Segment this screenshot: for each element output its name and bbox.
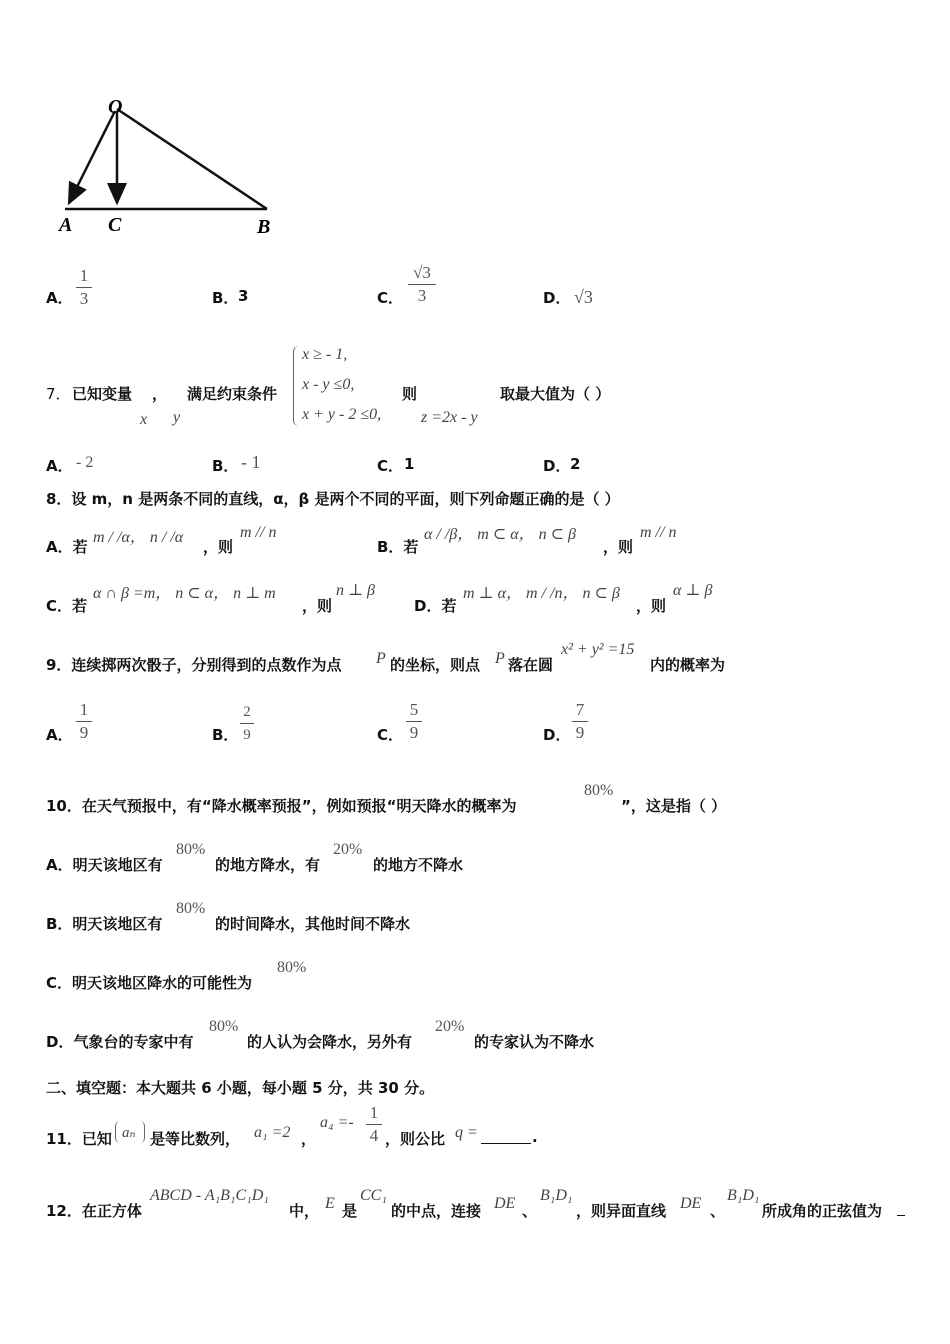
q6-option-d-value: √3: [574, 287, 593, 307]
q8-b-label: B．若: [377, 538, 419, 556]
q11-text-4: ，则公比: [385, 1130, 446, 1148]
q10-b-percent-1: 80%: [176, 900, 206, 917]
q11-fraction: 1 4: [366, 1103, 382, 1146]
label-a: A: [59, 214, 73, 236]
q10-c-percent-1: 80%: [277, 959, 307, 976]
q12-text-3: 是: [342, 1202, 358, 1220]
q11-text-2: 是等比数列，: [150, 1130, 241, 1148]
q11-text-5: .: [532, 1128, 538, 1146]
label-b: B: [257, 216, 271, 238]
q12-text-7: 、: [710, 1202, 726, 1220]
q10-percent: 80%: [584, 782, 614, 799]
q6-option-c-label: C．: [377, 289, 404, 307]
q8-c-then: ，则: [302, 597, 333, 615]
q8-d-result: α ⊥ β: [673, 582, 713, 599]
q8-stem: 8．设 m，n 是两条不同的直线，α，β 是两个不同的平面，则下列命题正确的是（ ）: [46, 490, 620, 508]
q9-option-c-fraction: 5 9: [406, 700, 422, 743]
q8-b-condition: α / /β， m ⊂ α， n ⊂ β: [424, 526, 576, 543]
q8-a-label: A．若: [46, 538, 88, 556]
q9-option-d-label: D．: [543, 726, 571, 744]
q12-b1d1: B₁D₁: [540, 1187, 573, 1204]
q7-var-y: y: [173, 409, 181, 426]
q6-option-a-label: A．: [46, 289, 73, 307]
q8-c-label: C．若: [46, 597, 88, 615]
q8-b-then: ，则: [603, 538, 634, 556]
q11-a4: a₄ =-: [320, 1114, 354, 1131]
q9-option-c-label: C．: [377, 726, 404, 744]
q11-answer-blank[interactable]: [481, 1126, 531, 1144]
q8-d-label: D．若: [414, 597, 457, 615]
q12-point-e: E: [325, 1195, 335, 1212]
q7-constraint-2: x - y ≤0,: [302, 376, 355, 393]
triangle-figure: [55, 95, 285, 240]
q10-a-text-2: 的地方降水，有: [215, 856, 321, 874]
q12-cube: ABCD - A₁B₁C₁D₁: [150, 1187, 269, 1204]
q12-de: DE: [494, 1195, 516, 1212]
q9-option-d-fraction: 7 9: [572, 700, 588, 743]
q10-d-text-2: 的人认为会降水，另外有: [247, 1033, 413, 1051]
q12-text-5: 、: [522, 1202, 538, 1220]
q12-text-4: 的中点，连接: [391, 1202, 482, 1220]
q12-text-8: 所成角的正弦值为: [762, 1202, 883, 1220]
q10-d-percent-1: 80%: [209, 1018, 239, 1035]
q12-de-2: DE: [680, 1195, 702, 1212]
q10-a-text-3: 的地方不降水: [373, 856, 464, 874]
q6-option-d-label: D．: [543, 289, 571, 307]
q7-text-3: 满足约束条件: [187, 385, 278, 403]
q10-b-text-2: 的时间降水，其他时间不降水: [215, 915, 411, 933]
q7-option-a-label: A．: [46, 457, 73, 475]
q7-option-b-value: - 1: [241, 452, 261, 472]
label-c: C: [108, 214, 122, 236]
q11-text-3: ，: [301, 1130, 317, 1148]
q11-sequence: aₙ: [122, 1125, 136, 1141]
segment-ob: [117, 109, 267, 209]
q9-circle-equation: x² + y² =15: [561, 641, 635, 658]
q10-text-1: 10．在天气预报中，有“降水概率预报”，例如预报“明天降水的概率为: [46, 797, 517, 815]
q7-option-c-value: 1: [404, 455, 415, 473]
q7-option-c-label: C．: [377, 457, 404, 475]
q7-constraint-brace: [293, 346, 300, 426]
q11-brace-left: [115, 1121, 120, 1143]
q9-text-1: 9．连续掷两次骰子，分别得到的点数作为点: [46, 656, 342, 674]
q7-number: 7．: [46, 385, 71, 403]
q7-text-4: 则: [402, 385, 418, 403]
q8-c-result: n ⊥ β: [336, 582, 376, 599]
q10-d-percent-2: 20%: [435, 1018, 465, 1035]
q7-constraint-1: x ≥ - 1,: [302, 346, 348, 363]
q6-option-b-label: B．: [212, 289, 239, 307]
q8-a-result: m // n: [240, 524, 277, 541]
q12-cc1: CC₁: [360, 1187, 387, 1204]
q9-point-p-2: P: [495, 650, 505, 667]
q12-b1d1-2: B₁D₁: [727, 1187, 760, 1204]
q7-objective: z =2x - y: [421, 409, 478, 426]
q10-a-percent-1: 80%: [176, 841, 206, 858]
q12-answer-blank[interactable]: [897, 1198, 905, 1216]
q10-a-percent-2: 20%: [333, 841, 363, 858]
q7-option-a-value: - 2: [76, 454, 94, 471]
q11-q: q =: [455, 1124, 478, 1141]
q8-b-result: m // n: [640, 524, 677, 541]
q11-a1: a₁ =2: [254, 1124, 291, 1141]
q10-text-2: ”，这是指（ ）: [621, 797, 727, 815]
q10-d-text-1: D．气象台的专家中有: [46, 1033, 194, 1051]
q7-option-d-label: D．: [543, 457, 571, 475]
q10-c-text-1: C．明天该地区降水的可能性为: [46, 974, 253, 992]
q7-option-d-value: 2: [570, 455, 581, 473]
vector-oa: [69, 111, 115, 203]
q8-a-condition: m / /α， n / /α: [93, 529, 184, 546]
q6-option-c-fraction: √3 3: [408, 263, 436, 306]
q9-text-3: 落在圆: [508, 656, 554, 674]
q9-option-b-label: B．: [212, 726, 239, 744]
q9-option-a-fraction: 1 9: [76, 700, 92, 743]
q12-text-2: 中，: [289, 1202, 320, 1220]
section-2-heading: 二、填空题：本大题共 6 小题，每小题 5 分，共 30 分。: [46, 1079, 435, 1097]
q7-text-1: 已知变量: [72, 385, 133, 403]
q10-a-text-1: A．明天该地区有: [46, 856, 163, 874]
q6-option-b-value: 3: [238, 287, 249, 305]
q12-text-6: ，则异面直线: [576, 1202, 667, 1220]
q7-text-5: 取最大值为（ ）: [500, 385, 611, 403]
q7-constraint-3: x + y - 2 ≤0,: [302, 406, 382, 423]
q8-a-then: ，则: [203, 538, 234, 556]
q12-text-1: 12．在正方体: [46, 1202, 142, 1220]
q9-option-b-fraction: 2 9: [240, 702, 254, 745]
q11-text-1: 11．已知: [46, 1130, 112, 1148]
q7-var-x: x: [140, 411, 148, 428]
q7-option-b-label: B．: [212, 457, 239, 475]
q10-b-text-1: B．明天该地区有: [46, 915, 163, 933]
q8-d-then: ，则: [636, 597, 667, 615]
q9-point-p: P: [376, 650, 386, 667]
label-o: O: [108, 96, 123, 118]
q9-text-2: 的坐标，则点: [390, 656, 481, 674]
q6-option-a-fraction: 1 3: [76, 266, 92, 309]
q9-text-4: 内的概率为: [650, 656, 726, 674]
q8-c-condition: α ∩ β =m， n ⊂ α， n ⊥ m: [93, 585, 276, 602]
q9-option-a-label: A．: [46, 726, 73, 744]
q11-brace-right: [140, 1121, 145, 1143]
q7-text-2: ，: [152, 385, 168, 403]
q8-d-condition: m ⊥ α， m / /n， n ⊂ β: [463, 585, 620, 602]
q10-d-text-3: 的专家认为不降水: [474, 1033, 595, 1051]
